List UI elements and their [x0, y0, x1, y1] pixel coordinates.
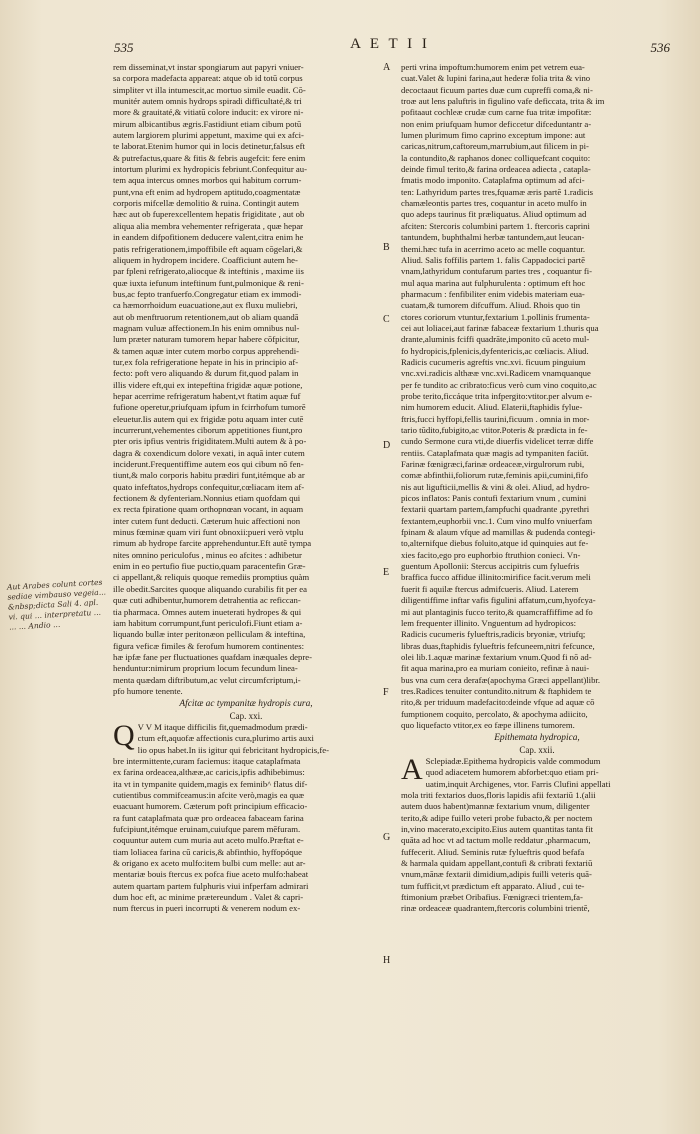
text-line: autem duos habent)mannæ fextarium vnum, diligenter — [401, 801, 590, 812]
text-line: autem largiorem plurimi appetunt, maxime qui ex afci- — [113, 130, 304, 141]
text-line: tum fufficit,vt prædictum eft apparato. Aliud , cui te- — [401, 880, 585, 891]
text-line: incurrerunt,vehementes ciborum appetitiones fiunt,pro — [113, 425, 303, 435]
chapter-number: Cap. xxii. — [519, 744, 555, 755]
text-line: cuat.Valet & lupini farina,aut hederæ folia trita & vino — [401, 73, 591, 84]
text-line: braffica fucco affidue illinito:mirifice facit.verum meli — [401, 572, 591, 583]
text-line: tem aqua intercus omnes morbos qui habitum corrum- — [113, 175, 302, 186]
text-line: menta quædam diftributum,ac velut circumfcriptum,i- — [113, 674, 301, 685]
text-line: simpliter vt illa intumescit,ac mortuo simile euadit. Cō- — [113, 84, 306, 95]
text-line: liquando bullæ inter peritonæon pelliculam & inteftina, — [113, 629, 306, 640]
text-line: fextarii quartam partem,fampfuchi quadrante ,pyrethri — [401, 504, 590, 515]
text-line: troæ aut lens paluftris in figulino vafe deficcata, trita & im — [401, 96, 605, 107]
text-line: lumen plurimum fimo caprino exceptum impone: aut — [401, 130, 586, 141]
text-line: aliqua alia membra vehementer refrigerata , quæ hepar — [113, 220, 304, 231]
section-letter: E — [383, 567, 390, 578]
text-line: V V M itaque difficilis fit,quemadmodum prædi- — [137, 721, 308, 732]
text-line: quato infeftatos,hydrops confequitur,cœliacam item af- — [113, 481, 305, 492]
text-line: chamæleontis partes tres, coquantur in aceto mulfo in — [401, 198, 587, 209]
text-line: diligentiffime inftar vafis figulini affatum,cum,hyofcya- — [401, 595, 596, 606]
page-number-right: 536 — [650, 40, 670, 55]
text-line: quo liquefacto vtitor,ex eo fæpe illinens tumorem. — [401, 719, 575, 730]
text-line: vnum,mānæ fextarii dimidium,adipis fuilli veteris quā- — [401, 869, 592, 880]
text-line: intortum plurimi ex hydropicis febriunt.Confequitur au- — [113, 164, 307, 175]
text-line: lio opus habet.In iis igitur qui febricitant hydropicis,fe- — [137, 744, 329, 755]
text-line: num ftercus in pueri incorrupti & venerem nodum ex- — [113, 903, 301, 914]
text-line: & putrefactus,quare & fitis & febris augefcit: fere enim — [113, 152, 306, 163]
text-line: vnc.xvi.radicis althææ vnc.xvi.Radicem vnamquanque — [401, 368, 591, 379]
text-line: munitér autem omnis hydrops spiradi difficultaté,& tri — [113, 96, 302, 107]
text-line: inciderunt.Frequentiffime autem eos qui cibum nō fen- — [113, 459, 304, 470]
text-line: picos inflatos: Panis contufi fextarium vnum , cumini — [401, 493, 587, 504]
text-line: comæ abfinthii,foliorum rutæ,feminis apii,cumini,fifo — [401, 470, 588, 481]
text-line: ci appellant,& reliquis quoque remediis promptius quàm — [113, 572, 310, 583]
text-line: fuffecerit. Aliud. Seminis rutæ fylueftris quod befafa — [401, 846, 585, 857]
text-line: xies facito,ego pro euphorbio ftruthion conieci. Vn- — [401, 549, 581, 560]
text-line: tres.Radices tenuiter contundito.nitrum & ftaphidem te — [401, 685, 592, 696]
text-line: pter oris ipfius ventris frigiditatem.Multi autem & à po- — [113, 436, 307, 447]
text-line: Radicis cucumeris fylueftris,radicis bryoniæ, vtriufq; — [401, 629, 586, 640]
text-line: decoctaaut ficuum partes duæ cum cupreffi coma,& ni- — [401, 84, 593, 95]
text-line: illis videre eft,qui ex intepeftina frigidæ aquæ potione, — [113, 379, 303, 390]
text-line: Sclepiadæ.Epithema hydropicis valde commodum — [425, 755, 601, 766]
text-line: tiunt,& malo corporis habitu prædiri funt,itémque ab ar — [113, 470, 305, 481]
text-line: fmatis modo imponito. Cataplafma optimum ad afci- — [401, 175, 585, 186]
text-line: hæc aut ob fuperexcellentem hepatis frigiditate , aut ob — [113, 209, 305, 220]
text-line: sa corpora madefacta appareat: atque ob id totū corpus — [113, 73, 303, 84]
section-letter: F — [383, 687, 389, 698]
text-line: rem disseminat,vt instar spongiarum aut papyri vniuer- — [113, 62, 304, 72]
text-line: dagra & coxendicum dolore vexati, in aquā inter cutem — [113, 447, 305, 458]
text-line: per fe tundito ac cribrato:ficus verò cum vino coquito,ac — [401, 379, 597, 390]
text-line: uatim,inquit Archigenes, vtor. Farris Clufini appellati — [425, 778, 611, 789]
text-line: tur,ex fola refrigeratione hepate in his in principio af- — [113, 356, 299, 367]
text-line: ex farina ordeacea,althææ,ac caricis,ipfis adhibebimus: — [113, 767, 305, 778]
text-line: ftris,fucci hyffopi,fellis taurini,ficuum . omnia in mor- — [401, 413, 590, 424]
text-line: ctores coriorum vtuntur,fextarium 1.pollinis frumenta- — [401, 311, 590, 322]
section-letter: B — [383, 242, 390, 253]
text-line: mul aqua marina aut fulphurulenta : optimum eft hoc — [401, 277, 586, 288]
text-line: magnam vuluæ affectionem.In his enim omnibus nul- — [113, 322, 300, 333]
text-line: iam habitum corrumpunt,funt periculofi.Fiunt etiam a- — [113, 617, 303, 628]
text-line: fextantem,euphorbii vnc.1. Cum vino mulfo vniuerfam — [401, 515, 593, 526]
text-line: bus vna cum cera derafæ(apochyma Græci appellant)libr. — [401, 674, 601, 685]
drop-cap: A — [401, 752, 423, 786]
text-line: bre intermittente,curam faciemus: itaque cataplafmata — [113, 755, 301, 766]
text-line: tantundem, buphthalmi herbæ tantundem,aut leucan- — [401, 232, 585, 243]
text-line: themi.hæc tufa in acerrimo aceto ac melle coquantur. — [401, 243, 586, 254]
text-line: olei lib.1.aquæ marinæ fextarium vnum.Quod fi nō ad- — [401, 651, 592, 662]
text-line: cundo Sermone cura vti,de diuerfis videlicet terræ diffe — [401, 436, 594, 447]
text-line: ex recta fpiratione quam orthopnœan vocant, in aquam — [113, 504, 304, 515]
text-line: drante,aluminis fciffi quadrāte,imponito cū aceto mul- — [401, 334, 590, 345]
text-line: tiam loliacea farina cū caricis,& abfinthio, hyffopóque — [113, 846, 302, 857]
text-line: ille obedit.Sarcites quoque aliquando curabilis fit per ea — [113, 583, 307, 594]
drop-cap: Q — [113, 718, 135, 752]
text-line: & tamen aquæ inter cutem morbo corpus apprehendi- — [113, 345, 300, 356]
text-line: tario tūdito,fubigito,ac vtitor.Poteris & prædicta in fe- — [401, 425, 588, 435]
text-line: autem quartam partem fulphuris viui infperfam admirari — [113, 880, 309, 891]
text-line: henduntur:nimirum proprium locum fecundum linea- — [113, 663, 298, 674]
text-line: ctum eft,aquofæ affectionis cura,plurimo artis auxi — [137, 733, 314, 744]
section-heading: Epithemata hydropica, — [494, 733, 580, 744]
text-line: fuerit fi aquilæ ftercus admifcueris. Aliud. Laterem — [401, 583, 579, 594]
text-line: quæ cuti adhibentur,humorem detrahentia ac reficcan- — [113, 595, 301, 606]
section-letter: H — [383, 955, 391, 966]
text-line: fo hydropicis,fplenicis,dyfentericis,ac cœliacis. Aliud. — [401, 345, 589, 356]
text-line: patis refrigerationem,impoffibile eft aquam cōgelari,& — [113, 243, 303, 254]
text-line: eleuetur.Iis autem qui ex frigidæ potu aquam inter cutē — [113, 413, 304, 424]
section-letter: A — [383, 62, 391, 73]
text-line: dum hoc eft, ac minime prætereundum . Valet & capri- — [113, 892, 304, 903]
text-line: fumptionem coquito, percolato, & apochyma adiicito, — [401, 708, 588, 719]
text-line: minus fœminæ quam viri funt obnoxii:pueri verò vtplu — [113, 527, 304, 538]
text-line: te laborat.Etenim humor qui in locis detinetur,falsus eft — [113, 141, 305, 152]
text-line: in,vino macerato,excipito.Eius autem quantitas tanta fit — [401, 824, 594, 835]
text-line: nites omnino periculofus , minus eo afcites : adhibetur — [113, 549, 302, 560]
text-line: deinde fimul terito,& farina ordeacea adiecta , catapla- — [401, 164, 591, 175]
text-line: & harmala quidam appellant,contufi & cribrati fextariū — [401, 858, 593, 869]
text-line: ita vt in tympanite quidem,magis ex feminib^ flatus dif- — [113, 778, 308, 789]
text-line: mentariæ bouis ftercus ex pofca fiue aceto mulfo:habeat — [113, 869, 309, 880]
text-line: aliquem in hydropem incidere. Coafficiunt autem he- — [113, 254, 298, 265]
text-line: tia pharmaca. Omnes autem inueterati hydropes & qui — [113, 606, 302, 617]
text-line: afciten: Stercoris columbini partem 1. ftercoris caprini — [401, 220, 590, 231]
text-line: non enim priufquam humor deficcetur difceduntantr a- — [401, 118, 592, 129]
text-line: rimum ab hydrope farcite apprehenduntur.Eft autē tympa — [113, 538, 312, 549]
running-title: A E T I I — [350, 36, 430, 52]
text-line: figura veficæ fimiles & ferofum humorem continentes: — [113, 640, 305, 651]
text-line: libras duas,ftaphidis fylueftris fefcuneem,nitri fefcunce, — [401, 640, 595, 651]
text-line: fufcipiunt,itémque eruinam,cuiufque parem mēfuram. — [113, 824, 301, 835]
text-line: pfo humore tenente. — [113, 685, 183, 696]
text-line: caricas,nitrum,caftoreum,marrubium,aut filicem in pi- — [401, 141, 589, 152]
text-line: rentiis. Cataplafmata quæ magis ad tympaniten faciūt. — [401, 447, 589, 458]
page-number-left: 535 — [114, 40, 134, 55]
text-line: & origano ex aceto mulfo:item bulbi cum melle: aut ar- — [113, 858, 306, 869]
handwritten-margin-note — [7, 577, 109, 632]
section-heading: Afcitæ ac tympanitæ hydropis cura, — [179, 699, 313, 710]
text-line: corporis mifcellæ demolitio & ruina. Contingit autem — [113, 198, 300, 209]
text-line: ftimonium præbet Oribafius. Fœnigræci trientem,fa- — [401, 892, 583, 903]
text-line: lem frequenter illinito. Vnguentum ad hydropicos: — [401, 617, 577, 628]
text-line: quo adeps taurinus fit præliquatus. Aliud optimum ad — [401, 209, 587, 220]
text-line: in eandem difpofitionem deducere valent,citra enim he — [113, 232, 304, 243]
text-line: mola triti fextarios duos,floris lapidis afii fextariū 1.(alii — [401, 790, 596, 800]
text-line: ten: Lathyridum partes tres,fquamæ æris partē 1.radicis — [401, 186, 594, 197]
text-line: hepar acerrime refrigeratum habent,vt ftatim aquæ fuf — [113, 390, 301, 401]
text-line: Aliud. Salis foffilis partem 1. falis Cappadocici partē — [401, 254, 585, 265]
section-letter: D — [383, 440, 391, 451]
section-letter: C — [383, 314, 390, 325]
text-line: rito,& per triduum madefacito:deinde vfque ad aquæ cō — [401, 697, 595, 708]
text-line: quod adiacetem humorem abforbet:quo etiam pri- — [425, 767, 599, 778]
text-line: coquuntur autem cum muria aut aceto mulfo.Præftat e- — [113, 835, 304, 846]
margin-note-text: Aut Arabes colunt cortes sediae vimbauso vegeia... &nbsp;dicta Sali 4. apl. vi. qui ... interpretatu ... ... ... Andio ... — [6, 577, 107, 632]
text-line: ca hæmorrhoidum euacuatione,aut ex fluxu muliebri, — [113, 300, 298, 311]
text-line: cuatam,& tumorem difcuffum. Aliud. Rhois quo tin — [401, 300, 581, 311]
text-line: cei aut loliacei,aut farinæ fabaceæ fextarium 1.thuris qua — [401, 322, 599, 333]
text-line: lum præter naturam tumorem hepar habere cōfpicitur, — [113, 334, 300, 345]
text-line: mi aut plantaginis fucco terito,& quamcraffiffime ad fo — [401, 606, 593, 617]
text-line: perti vrina impoftum:humorem enim pet vetrem eua- — [401, 62, 585, 72]
text-line: punt,vna eft enim ad hydropem aptitudo,coagmentatæ — [113, 186, 301, 197]
text-line: bus,ac fepto tranfuerfo.Congregatur etiam ex immodi- — [113, 288, 302, 299]
text-line: probe terito,ficcáque trita infpergito:vtitor.per alvum e- — [401, 390, 593, 401]
text-line: terito,& adipe fuillo veteri probe fubacto,& per noctem — [401, 812, 593, 823]
text-line: nis aut ligufticii,mellis & vini & olei. Aliud, ad hydro- — [401, 481, 590, 492]
text-line: mirum albicantibus ægris.Fastidiunt etiam cibum potū — [113, 118, 302, 129]
text-line: cutientibus commifceamus:in afcite verò,magis ea quæ — [113, 790, 305, 800]
text-line: ra funt cataplafmata quæ pro ordeacea fabaceam farina — [113, 812, 304, 823]
text-line: Farinæ fœnigræci,farinæ ordeaceæ,virgulrorum rubi, — [401, 459, 585, 470]
text-line: Radicis cucumeris agreftis vnc.xvi. ficuum pinguium — [401, 356, 586, 367]
text-line: la contundito,& raphanos donec colliquefcant coquito: — [401, 152, 591, 163]
text-line: quæ iuxta iefunum inteftinum funt,pulmonique & reni- — [113, 277, 304, 288]
text-line: nim humorem educit. Aliud. Elaterii,ftaphidis fylue- — [401, 402, 583, 413]
right-column — [401, 62, 673, 915]
text-line: fit aqua marina,pro ea muriam conieito, refinæ à naui- — [401, 663, 590, 674]
chapter-number: Cap. xxi. — [229, 710, 263, 721]
text-line: quāta ad hoc vt ad tactum molle reddatur ,pharmacum, — [401, 835, 591, 846]
text-line: rinæ ordeaceæ quadrantem,ftercoris columbini trientē, — [401, 903, 590, 914]
text-line: pofitaaut cochleæ crudæ cum carne fua tritæ impofitæ: — [401, 107, 592, 118]
text-line: pharmacum : fenfibiliter enim videbis materiam eua- — [401, 288, 585, 299]
left-column — [113, 62, 379, 915]
text-line: hæ ipfæ fane per fluctuationes quafdam inæquales depre- — [113, 651, 313, 662]
text-line: fectionem & dyfenteriam.Nonnius etiam quofdam qui — [113, 493, 301, 504]
text-line: par fpleni refrigerato,aliocque & inteftinis , maxime iis — [113, 266, 304, 277]
section-letter: G — [383, 832, 391, 843]
text-line: vnam,lathyridum contufarum partes tres , coquantur fi- — [401, 266, 593, 277]
text-line: fecto: poft vero aliquando & durum fit,quod palam in — [113, 368, 299, 379]
text-line: inter cutem funt deducti. Cæterum huic affectioni non — [113, 515, 301, 526]
text-line: more & grauitaté,& vitiatū colore inducit: ex virore ni- — [113, 107, 304, 118]
text-line: fpinam & alaum vfque ad mamillas & pudenda contegi- — [401, 527, 596, 538]
text-line: enim in eo pertufio fiue puctio,quam paracentefin Græ- — [113, 561, 306, 572]
page-header — [110, 36, 670, 56]
text-line: guentum Apollonii: Stercus accipitris cum fyluefris — [401, 561, 580, 572]
text-line: euacuant humorem. Cæterum poft principium efficacio- — [113, 801, 308, 812]
text-line: aut ob menftruorum retentionem,aut ob aliam quandā — [113, 311, 299, 322]
text-line: fufione operetur,priufquam ipfum in fcirrhofum tumorē — [113, 402, 306, 413]
text-line: to,alternifque diebus foluito,atque id quinquies aut fe- — [401, 538, 589, 549]
